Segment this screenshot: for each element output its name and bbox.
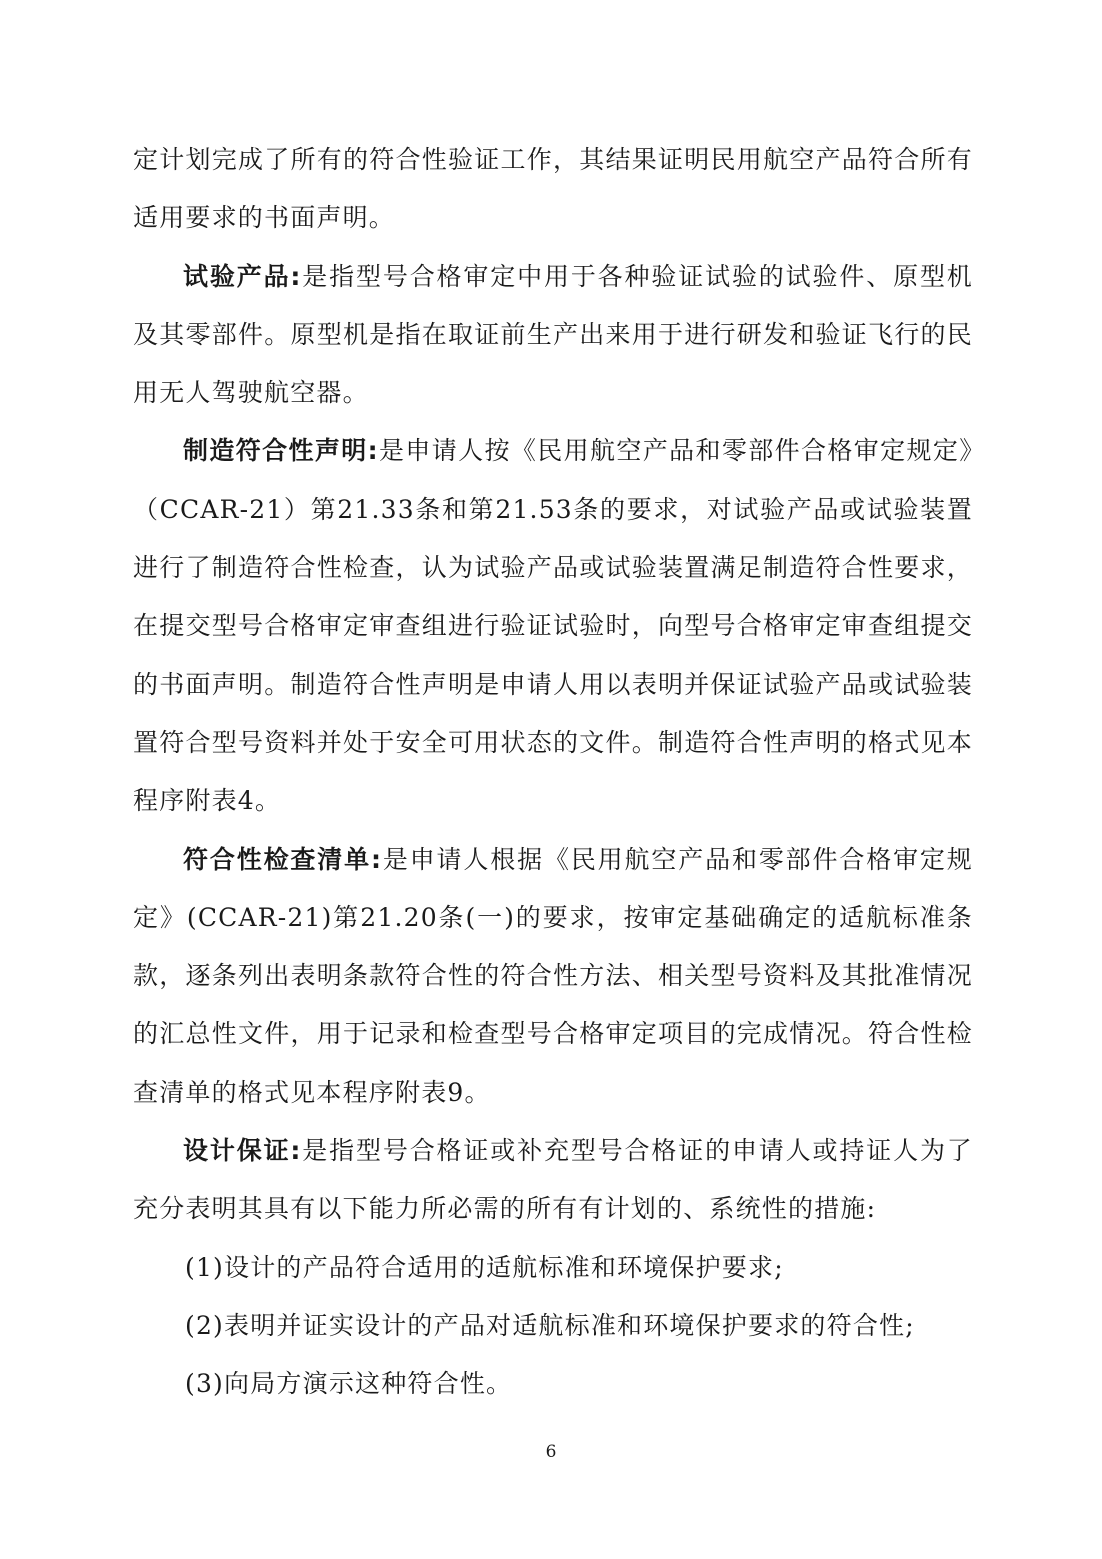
definition-text: 是申请人根据《民用航空产品和零部件合格审定规定》(CCAR-21)第21.20条(一)的要求，按审定基础确定的适航标准条款，逐条列出表明条款符合性的符合性方法、相关型号资料及其批准情况的汇总性文件，用于记录和检查型号合格审定项目的完成情况。符合性检查清单的格式见本程序附表9。 [133,844,973,1107]
definition-text: 是指型号合格审定中用于各种验证试验的试验件、原型机及其零部件。原型机是指在取证前生产出来用于进行研发和验证飞行的民用无人驾驶航空器。 [133,261,973,408]
list-item: (3)向局方演示这种符合性。 [185,1369,513,1399]
definition-conformity-statement [133,422,973,830]
definition-test-product [133,248,973,423]
list-item: (1)设计的产品符合适用的适航标准和环境保护要求; [185,1252,784,1282]
definition-term: 制造符合性声明: [183,436,379,466]
definition-term: 设计保证: [183,1136,302,1166]
body-text [133,131,973,1414]
definition-design-assurance [133,1122,973,1239]
definition-text: 是指型号合格证或补充型号合格证的申请人或持证人为了充分表明其具有以下能力所必需的所有有计划的、系统性的措施: [133,1136,973,1224]
definition-term: 试验产品: [183,261,302,291]
paragraph-text: 定计划完成了所有的符合性验证工作，其结果证明民用航空产品符合所有适用要求的书面声明。 [133,145,973,233]
definition-text: 是申请人按《民用航空产品和零部件合格审定规定》（CCAR-21）第21.33条和第21.53条的要求，对试验产品或试验装置进行了制造符合性检查，认为试验产品或试验装置满足制造符合性要求，在提交型号合格审定审查组进行验证试验时，向型号合格审定审查组提交的书面声明。制造符合性声明是申请人用以表明并保证试验产品或试验装置符合型号资料并处于安全可用状态的文件。制造符合性声明的格式见本程序附表4。 [133,436,973,816]
page-number: 6 [545,1442,557,1462]
definition-compliance-checklist [133,831,973,1122]
definition-term: 符合性检查清单: [183,844,383,874]
paragraph-continued [133,131,973,248]
list-item: (2)表明并证实设计的产品对适航标准和环境保护要求的符合性; [185,1310,915,1340]
